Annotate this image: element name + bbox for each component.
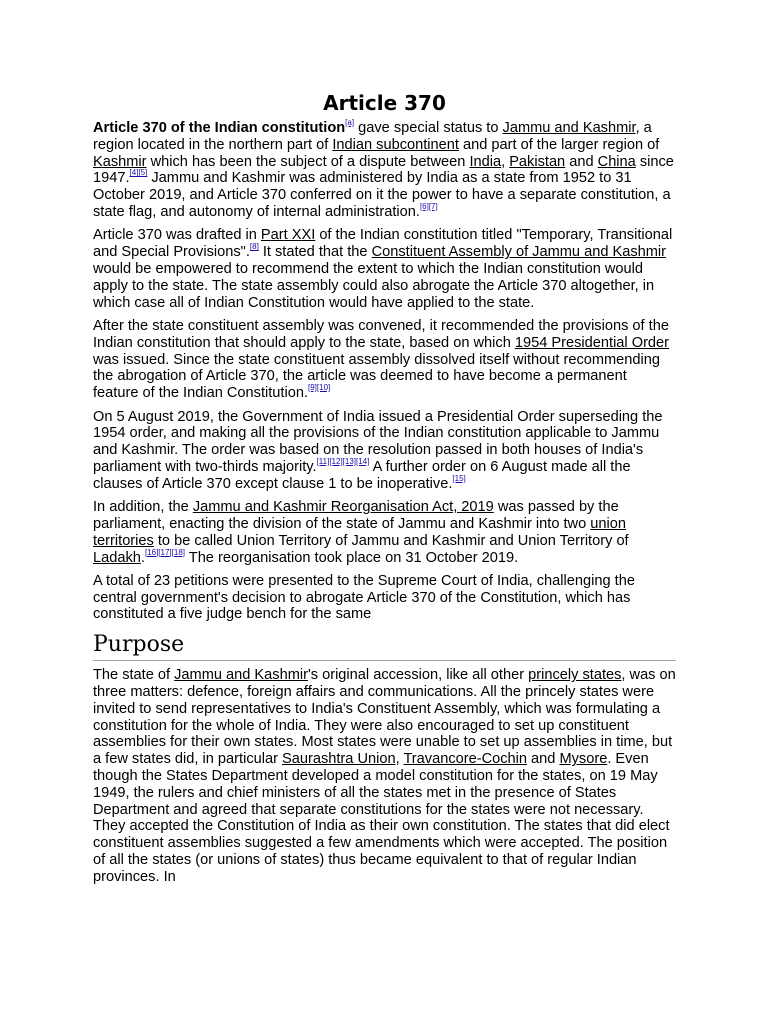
link-kashmir[interactable]: Kashmir xyxy=(93,153,147,170)
text: since 1947. xyxy=(93,153,674,187)
link-indian-subcontinent[interactable]: Indian subcontinent xyxy=(332,136,459,153)
text: A further order on 6 August made all the clauses of Article 370 except clause 1 to be inoperative. xyxy=(93,458,631,492)
page-title: Article 370 xyxy=(323,91,446,115)
link-presidential-order[interactable]: 1954 Presidential Order xyxy=(514,334,670,351)
footnote-ref[interactable]: [6][7] xyxy=(419,201,438,211)
text: of the Indian constitution titled "Temporary, Transitional and Special Provisions". xyxy=(93,227,673,261)
text: On 5 August 2019, the Government of India issued a Presidential Order superseding the 1954 order, and making all the provisions of the Indian constitution applicable to Jammu and Kashmir. The order was based on the resolution passed in both houses of India's parliament with two-thirds majority. xyxy=(93,408,663,475)
link-jammu-and-kashmir[interactable]: Jammu and Kashmir xyxy=(174,667,308,684)
footnote-ref[interactable]: [11][12][13][14] xyxy=(316,456,370,466)
text: After the state constituent assembly was convened, it recommended the provisions of the Indian constitution that should apply to the state, based on which xyxy=(93,317,669,351)
link-princely-states[interactable]: princely states xyxy=(528,667,622,684)
footnote-ref[interactable]: [a] xyxy=(345,118,355,127)
text: In addition, the xyxy=(93,499,193,516)
link-china[interactable]: China xyxy=(597,153,636,170)
intro-paragraph-2 xyxy=(93,227,676,311)
link-india[interactable]: India xyxy=(469,153,502,170)
intro-paragraph-4 xyxy=(93,409,676,493)
article-page xyxy=(93,0,676,892)
text: , xyxy=(395,751,404,768)
footnote-ref[interactable]: [8] xyxy=(249,242,259,252)
intro-paragraph-6 xyxy=(93,573,676,623)
link-travancore-cochin[interactable]: Travancore-Cochin xyxy=(403,751,527,768)
text: to be called Union Territory of Jammu and Kashmir and Union Territory of xyxy=(153,532,629,549)
footnote-ref[interactable]: [9][10] xyxy=(308,383,331,393)
text: would be empowered to recommend the extent to which the Indian constitution would apply to the state. The state assembly could also abrogate the Article 370 altogether, in which case all of Indian Constitution would have applied to the state. xyxy=(93,260,655,311)
text: 's original accession, like all other xyxy=(307,667,529,684)
text: The reorganisation took place on 31 October 2019. xyxy=(184,549,519,566)
text: Article 370 was drafted in xyxy=(93,227,261,244)
text: , a region located in the northern part of xyxy=(93,120,652,153)
text: , xyxy=(501,153,510,170)
link-jammu-and-kashmir[interactable]: Jammu and Kashmir xyxy=(502,120,636,136)
text: A total of 23 petitions were presented to the Supreme Court of India, challenging the central government's decision to abrogate Article 370 of the Constitution, which has constituted a five judge bench for the same xyxy=(93,572,635,623)
intro-paragraph-3 xyxy=(93,318,676,402)
link-ladakh[interactable]: Ladakh xyxy=(93,549,141,566)
intro-paragraph-5 xyxy=(93,499,676,566)
text: was issued. Since the state constituent assembly dissolved itself without recommending the abrogation of Article 370, the article was deemed to have become a permanent feature of the Indian Constitution. xyxy=(93,351,661,402)
text: The state of xyxy=(93,667,175,684)
text: and part of the larger region of xyxy=(458,136,660,153)
text: which has been the subject of a dispute between xyxy=(146,153,470,170)
text: gave special status to xyxy=(354,120,503,136)
link-saurashtra-union[interactable]: Saurashtra Union xyxy=(282,751,396,768)
text: , was on three matters: defence, foreign affairs and communications. All the princely states were invited to send representatives to India's Constituent Assembly, which was formulating a constitution for the whole of India. They were also encouraged to set up constituent assemblies for their own states. Most states were unable to set up assemblies in time, but a few states did, in particular xyxy=(93,667,676,768)
text: and xyxy=(565,153,598,170)
text: . Even though the States Department developed a model constitution for the states, on 19 May 1949, the rulers and chief ministers of all the states met in the presence of States Department and agreed that separate constitutions for the states were not necessary. They accepted the Constitution of India as their own constitution. The states that did elect constituent assemblies suggested a few amendments which were accepted. The position of all the states (or unions of states) thus became equivalent to that of regular Indian provinces. In xyxy=(93,751,670,885)
purpose-paragraph-1 xyxy=(93,667,676,885)
footnote-ref[interactable]: [4][5] xyxy=(129,168,148,178)
section-heading-purpose: Purpose xyxy=(93,631,676,661)
link-reorganisation-act[interactable]: Jammu and Kashmir Reorganisation Act, 2019 xyxy=(192,499,494,516)
text: It stated that the xyxy=(258,244,372,261)
link-pakistan[interactable]: Pakistan xyxy=(509,153,566,170)
link-constituent-assembly[interactable]: Constituent Assembly of Jammu and Kashmir xyxy=(371,244,667,261)
footnote-ref[interactable]: [15] xyxy=(452,473,466,483)
footnote-ref[interactable]: [16][17][18] xyxy=(144,547,185,557)
text: was passed by the parliament, enacting the division of the state of Jammu and Kashmir into two xyxy=(93,499,619,532)
link-union-territories[interactable]: union territories xyxy=(93,515,626,549)
bold-lead: Article 370 of the Indian constitution xyxy=(93,120,346,136)
intro-paragraph-1 xyxy=(93,120,676,221)
link-mysore[interactable]: Mysore xyxy=(559,751,608,768)
text: . xyxy=(140,549,145,566)
text: and xyxy=(527,751,560,768)
link-part-xxi[interactable]: Part XXI xyxy=(260,227,316,244)
text: Jammu and Kashmir was administered by India as a state from 1952 to 31 October 2019, and Article 370 conferred on it the power to have a separate constitution, a state flag, and autonomy of internal administration. xyxy=(93,170,671,220)
